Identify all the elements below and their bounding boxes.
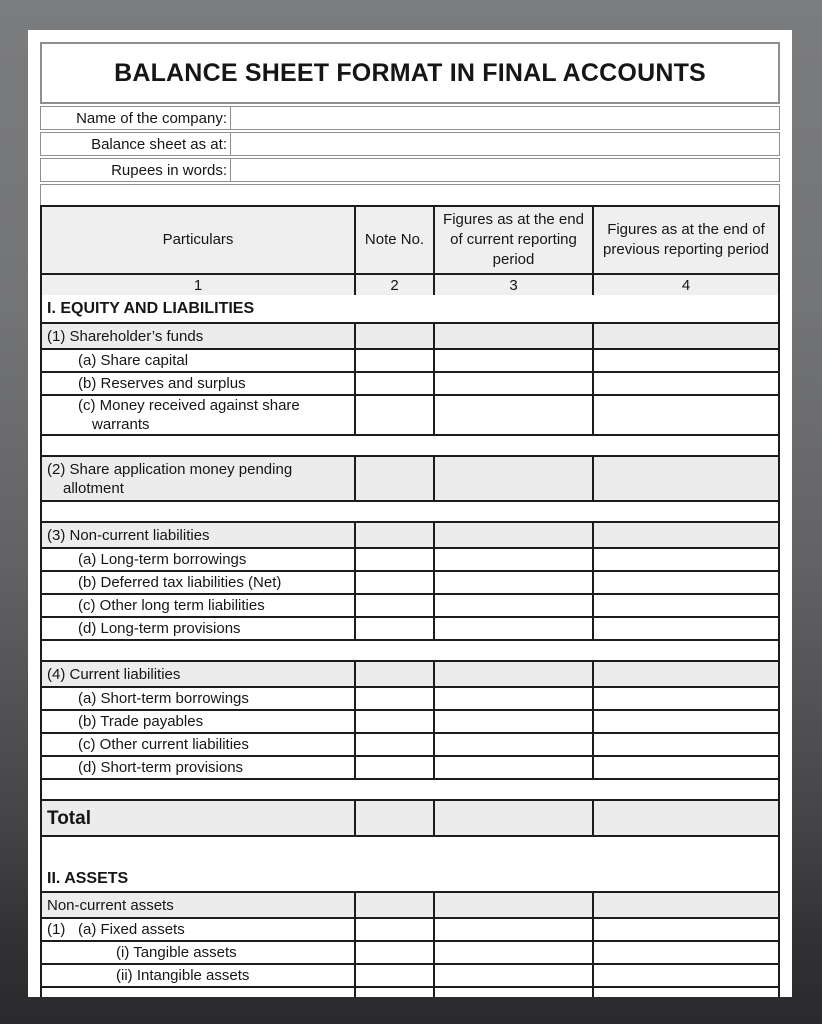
- item-label: (a) Long-term borrowings: [78, 551, 247, 568]
- previous-period-cell: [592, 572, 778, 593]
- item-label: (a) Short-term borrowings: [78, 690, 249, 707]
- spacer-row: [42, 434, 778, 455]
- particulars-cell: [42, 734, 354, 755]
- spacer-cell: [42, 502, 778, 521]
- particulars-cell: [42, 618, 354, 639]
- current-period-cell: [433, 572, 592, 593]
- particulars-cell: [42, 549, 354, 570]
- spacer-cell: [42, 837, 778, 865]
- current-period-cell: [433, 988, 592, 997]
- previous-period-cell: [592, 523, 778, 547]
- current-period-cell: [433, 942, 592, 963]
- current-period-cell: [433, 523, 592, 547]
- note-no-cell: [354, 324, 433, 348]
- line-item-row: [42, 616, 778, 639]
- section-row: [42, 455, 778, 500]
- previous-period-cell: [592, 350, 778, 371]
- previous-period-cell: [592, 373, 778, 394]
- line-item-row: [42, 371, 778, 394]
- particulars-cell: [42, 801, 354, 835]
- current-period-cell: [433, 662, 592, 686]
- item-label: (4) Current liabilities: [47, 665, 181, 683]
- previous-period-cell: [592, 942, 778, 963]
- item-label: (c) Other long term liabilities: [78, 597, 265, 614]
- item-label: (c) Money received against share warrants: [78, 397, 300, 433]
- section-row: [42, 521, 778, 547]
- current-period-cell: [433, 893, 592, 917]
- column-number-4: 4: [592, 275, 778, 295]
- item-label: Non-current assets: [47, 896, 174, 914]
- item-label: (d) Short-term provisions: [78, 759, 244, 776]
- previous-period-cell: [592, 711, 778, 732]
- column-number-row: [42, 273, 778, 295]
- line-item-row: [42, 547, 778, 570]
- current-period-cell: [433, 350, 592, 371]
- sub-item-row: [42, 940, 778, 963]
- column-number-1: 1: [193, 276, 203, 294]
- heading-label: II. ASSETS: [47, 869, 129, 887]
- company-name-value: [231, 107, 779, 129]
- previous-period-cell: [592, 457, 778, 500]
- section-heading-row: [42, 295, 778, 322]
- note-no-cell: [354, 711, 433, 732]
- note-no-cell: [354, 523, 433, 547]
- line-item-row: [42, 570, 778, 593]
- note-no-cell: [354, 734, 433, 755]
- current-period-cell: [433, 373, 592, 394]
- item-label: (b) Reserves and surplus: [78, 375, 246, 392]
- line-item-row: [42, 686, 778, 709]
- spacer-row: [42, 639, 778, 660]
- column-number-2: 2: [354, 275, 433, 295]
- spacer-cell: [42, 436, 778, 455]
- previous-period-cell: [592, 988, 778, 997]
- previous-period-cell: [592, 734, 778, 755]
- note-no-cell: [354, 595, 433, 616]
- particulars-cell: [42, 662, 354, 686]
- particulars-cell: [42, 396, 354, 434]
- particulars-cell: [42, 350, 354, 371]
- note-no-cell: [354, 350, 433, 371]
- current-period-cell: [433, 457, 592, 500]
- note-no-cell: [354, 618, 433, 639]
- note-no-cell: [354, 919, 433, 940]
- line-item-row: [42, 394, 778, 434]
- particulars-cell: [42, 988, 354, 997]
- item-label: (2) Share application money pending allotment: [47, 460, 293, 497]
- particulars-cell: [42, 595, 354, 616]
- current-period-cell: [433, 324, 592, 348]
- particulars-cell: [42, 688, 354, 709]
- item-label: (b) Deferred tax liabilities (Net): [78, 574, 282, 591]
- previous-period-cell: [592, 801, 778, 835]
- total-row: [42, 799, 778, 835]
- current-period-cell: [433, 549, 592, 570]
- current-period-cell: [433, 757, 592, 778]
- item-label: (1) Shareholder’s funds: [47, 327, 204, 345]
- previous-period-cell: [592, 965, 778, 986]
- current-period-cell: [433, 801, 592, 835]
- item-label: (ii) Intangible assets: [116, 967, 250, 984]
- document-title-box: [40, 42, 780, 104]
- particulars-cell: [42, 893, 354, 917]
- balance-date-value: [231, 133, 779, 155]
- note-no-cell: [354, 893, 433, 917]
- note-no-cell: [354, 757, 433, 778]
- line-item-row: [42, 917, 778, 940]
- blank-spacer-row: [40, 184, 780, 205]
- spacer-cell: [42, 780, 778, 799]
- particulars-cell: [42, 919, 354, 940]
- previous-period-cell: [592, 893, 778, 917]
- sub-item-row: [42, 963, 778, 986]
- current-period-cell: [433, 595, 592, 616]
- line-item-row: [42, 348, 778, 371]
- section-row: [42, 660, 778, 686]
- item-label: (a) Share capital: [78, 352, 189, 369]
- previous-period-cell: [592, 662, 778, 686]
- line-item-row: [42, 593, 778, 616]
- note-no-cell: [354, 549, 433, 570]
- current-period-cell: [433, 919, 592, 940]
- current-period-cell: [433, 618, 592, 639]
- previous-period-cell: [592, 919, 778, 940]
- item-label: (i) Tangible assets: [116, 944, 237, 961]
- previous-period-cell: [592, 618, 778, 639]
- previous-period-cell: [592, 688, 778, 709]
- rupees-in-words-value: [231, 159, 779, 181]
- particulars-cell: [42, 523, 354, 547]
- spacer-row: [42, 835, 778, 865]
- heading-label: I. EQUITY AND LIABILITIES: [47, 300, 255, 317]
- particulars-cell: [42, 757, 354, 778]
- note-no-cell: [354, 457, 433, 500]
- table-header-row: [42, 207, 778, 273]
- spacer-cell: [42, 641, 778, 660]
- column-header-previous-period: Figures as at the end of previous reporting period: [592, 207, 778, 273]
- document-title: BALANCE SHEET FORMAT IN FINAL ACCOUNTS: [114, 58, 706, 87]
- current-period-cell: [433, 396, 592, 434]
- item-label: (3) Non-current liabilities: [47, 526, 210, 544]
- particulars-cell: [42, 457, 354, 500]
- particulars-cell: [42, 965, 354, 986]
- line-item-row: [42, 755, 778, 778]
- info-row-balance-date: [40, 132, 780, 156]
- previous-period-cell: [592, 757, 778, 778]
- particulars-cell: [42, 942, 354, 963]
- balance-date-label: Balance sheet as at:: [41, 133, 231, 155]
- previous-period-cell: [592, 396, 778, 434]
- column-header-particulars: Particulars: [162, 231, 234, 248]
- line-item-row: [42, 986, 778, 997]
- column-number-3: 3: [433, 275, 592, 295]
- column-header-note-no: Note No.: [354, 207, 433, 273]
- note-no-cell: [354, 373, 433, 394]
- particulars-cell: [42, 711, 354, 732]
- item-label: (a) Fixed assets: [78, 921, 185, 938]
- current-period-cell: [433, 711, 592, 732]
- particulars-cell: [42, 324, 354, 348]
- note-no-cell: [354, 572, 433, 593]
- particulars-cell: [42, 572, 354, 593]
- line-item-row: [42, 732, 778, 755]
- item-label: (b) Trade payables: [78, 713, 204, 730]
- section-row: [42, 322, 778, 348]
- section-heading-row: [42, 865, 778, 891]
- info-row-rupees: [40, 158, 780, 182]
- previous-period-cell: [592, 324, 778, 348]
- item-label: (d) Long-term provisions: [78, 620, 241, 637]
- note-no-cell: [354, 988, 433, 997]
- item-label: Total: [47, 807, 91, 829]
- previous-period-cell: [592, 595, 778, 616]
- previous-period-cell: [592, 549, 778, 570]
- item-number: (1): [47, 921, 66, 938]
- spacer-row: [42, 778, 778, 799]
- note-no-cell: [354, 396, 433, 434]
- note-no-cell: [354, 965, 433, 986]
- document-page: [28, 30, 792, 997]
- line-item-row: [42, 709, 778, 732]
- note-no-cell: [354, 662, 433, 686]
- current-period-cell: [433, 734, 592, 755]
- note-no-cell: [354, 688, 433, 709]
- item-label: (c) Other current liabilities: [78, 736, 249, 753]
- rupees-in-words-label: Rupees in words:: [41, 159, 231, 181]
- section-row: [42, 891, 778, 917]
- company-name-label: Name of the company:: [41, 107, 231, 129]
- column-header-current-period: Figures as at the end of current reporting period: [433, 207, 592, 273]
- info-row-company: [40, 106, 780, 130]
- table-body: [42, 295, 778, 997]
- note-no-cell: [354, 801, 433, 835]
- current-period-cell: [433, 965, 592, 986]
- current-period-cell: [433, 688, 592, 709]
- note-no-cell: [354, 942, 433, 963]
- balance-sheet-table: [40, 205, 780, 997]
- particulars-cell: [42, 373, 354, 394]
- spacer-row: [42, 500, 778, 521]
